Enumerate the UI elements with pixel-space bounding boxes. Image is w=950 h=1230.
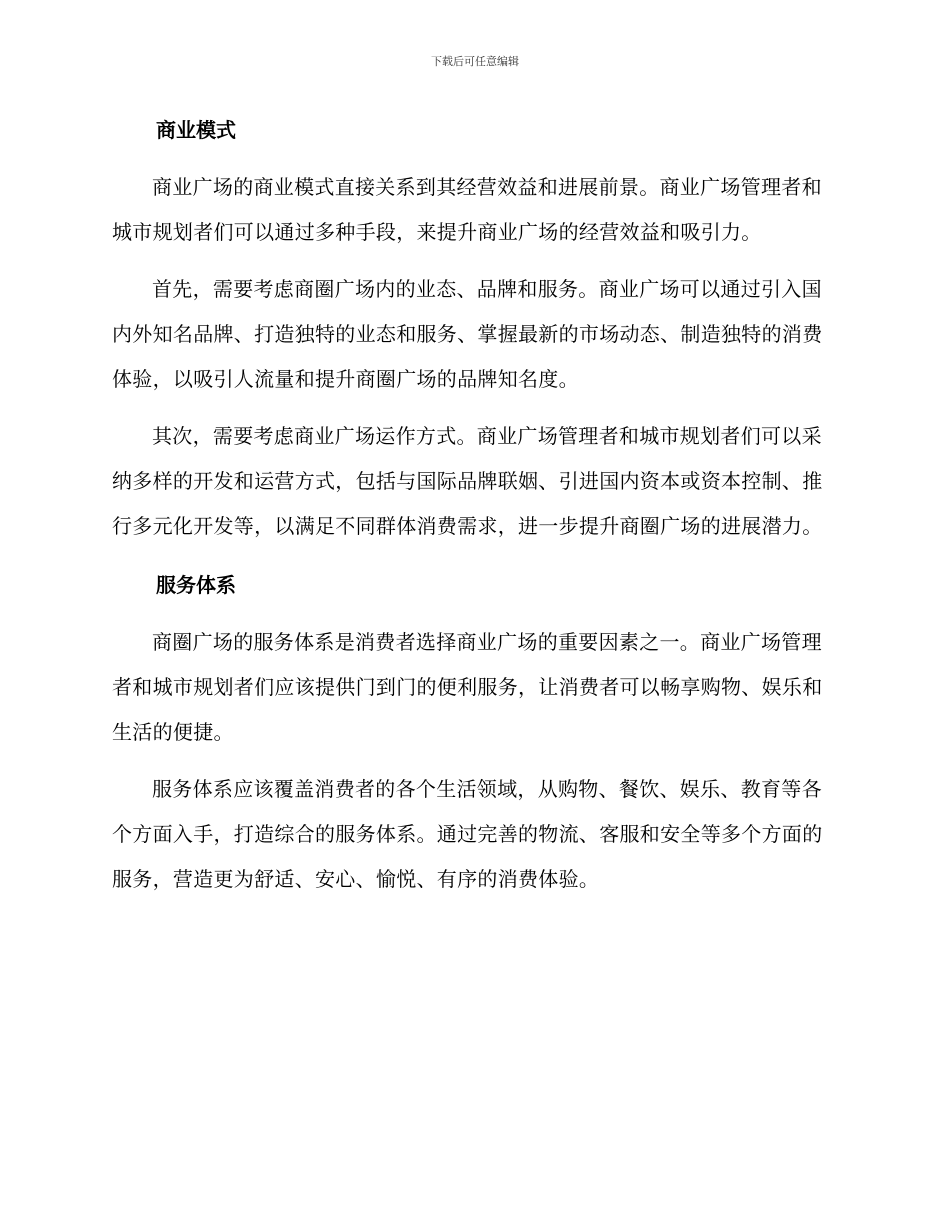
section-heading-service-system: 服务体系 xyxy=(156,573,236,597)
section-heading-business-model: 商业模式 xyxy=(156,118,236,142)
paragraph: 其次，需要考虑商业广场运作方式。商业广场管理者和城市规划者们可以采纳多样的开发和运营方式，包括与国际品牌联姻、引进国内资本或资本控制、推行多元化开发等，以满足不同群体消费需求，进一步提升商圈广场的进展潜力。 xyxy=(112,424,823,538)
paragraph: 首先，需要考虑商圈广场内的业态、品牌和服务。商业广场可以通过引入国内外知名品牌、打造独特的业态和服务、掌握最新的市场动态、制造独特的消费体验，以吸引人流量和提升商圈广场的品牌知名度。 xyxy=(112,277,823,391)
paragraph: 商业广场的商业模式直接关系到其经营效益和进展前景。商业广场管理者和城市规划者们可以通过多种手段，来提升商业广场的经营效益和吸引力。 xyxy=(112,175,822,244)
document-body xyxy=(112,110,834,902)
page-header: 下载后可任意编辑 xyxy=(431,55,519,68)
paragraph: 商圈广场的服务体系是消费者选择商业广场的重要因素之一。商业广场管理者和城市规划者们应该提供门到门的便利服务，让消费者可以畅享购物、娱乐和生活的便捷。 xyxy=(112,630,823,744)
paragraph: 服务体系应该覆盖消费者的各个生活领域，从购物、餐饮、娱乐、教育等各个方面入手，打造综合的服务体系。通过完善的物流、客服和安全等多个方面的服务，营造更为舒适、安心、愉悦、有序的消费体验。 xyxy=(112,777,823,891)
